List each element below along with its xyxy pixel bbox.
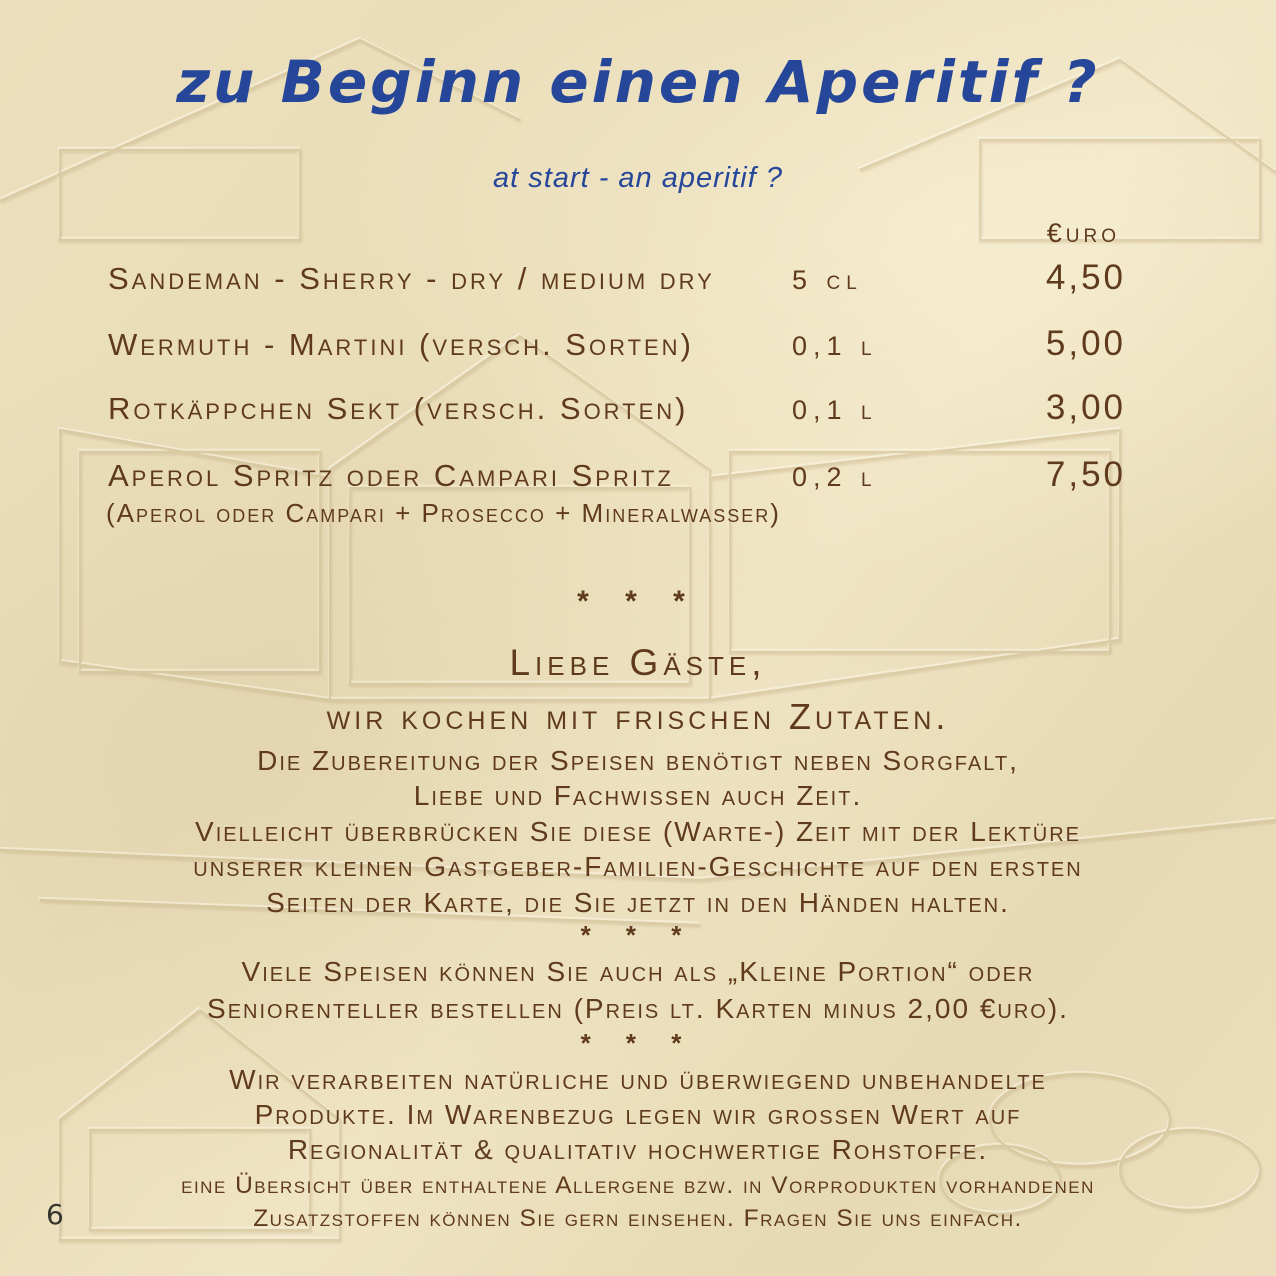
item-name: Wermuth - Martini (versch. Sorten) <box>108 327 694 362</box>
item-quantity: 0,1 l <box>792 395 878 425</box>
text-line: Seiten der Karte, die Sie jetzt in den Händen halten. <box>266 886 1010 918</box>
allergens-paragraph <box>0 1170 1276 1235</box>
page-number: 6 <box>46 1198 65 1231</box>
menu-item-row <box>108 388 1128 428</box>
text-line: Wir verarbeiten natürliche und überwiegend unbehandelte <box>229 1064 1047 1095</box>
text-line: Viele Speisen können Sie auch als „Kleine Portion“ oder <box>241 956 1035 987</box>
item-ingredients-note: (Aperol oder Campari + Prosecco + Mineralwasser) <box>106 498 781 528</box>
item-quantity: 0,2 l <box>792 462 878 492</box>
item-name: Aperol Spritz oder Campari Spritz <box>108 458 674 493</box>
text-line: unserer kleinen Gastgeber-Familien-Geschichte auf den ersten <box>193 851 1083 883</box>
menu-item-row <box>108 455 1128 495</box>
text-line: Produkte. Im Warenbezug legen wir grossen Wert auf <box>254 1099 1022 1130</box>
text-line: Regionalität & qualitativ hochwertige Rohstoffe. <box>287 1134 989 1165</box>
item-price: 4,50 <box>1045 258 1126 297</box>
guest-greeting: Liebe Gäste, <box>509 642 767 683</box>
item-name: Rotkäppchen Sekt (versch. Sorten) <box>108 391 689 426</box>
item-name: Sandeman - Sherry - dry / medium dry <box>108 261 715 296</box>
star-separator: * * * <box>577 585 699 618</box>
preparation-paragraph <box>0 743 1276 920</box>
item-price: 5,00 <box>1045 324 1126 363</box>
currency-header: €uro <box>1046 218 1120 248</box>
text-line: eine Übersicht über enthaltene Allergene bzw. in Vorprodukten vorhandenen <box>181 1172 1095 1199</box>
item-quantity: 0,1 l <box>792 331 878 361</box>
menu-header-row <box>108 218 1128 249</box>
star-separator: * * * <box>580 920 696 950</box>
text-line: Die Zubereitung der Speisen benötigt neben Sorgfalt, <box>257 745 1019 776</box>
text-line: Zusatzstoffen können Sie gern einsehen. Fragen Sie uns einfach. <box>253 1204 1023 1232</box>
item-quantity: 5 cl <box>792 265 863 295</box>
item-price: 7,50 <box>1045 455 1126 494</box>
small-portion-paragraph <box>0 953 1276 1027</box>
item-price: 3,00 <box>1045 388 1126 427</box>
page-title: zu Beginn einen Aperitif ? <box>176 48 1100 116</box>
kitchen-tagline: wir kochen mit frischen Zutaten. <box>326 696 950 737</box>
star-separator: * * * <box>580 1028 696 1058</box>
menu-item-row <box>108 258 1128 298</box>
text-line: Liebe und Fachwissen auch Zeit. <box>413 780 863 812</box>
ingredients-paragraph <box>0 1062 1276 1167</box>
text-line: Seniorenteller bestellen (Preis lt. Karten minus 2,00 €uro). <box>207 993 1069 1024</box>
text-line: Vielleicht überbrücken Sie diese (Warte-) Zeit mit der Lektüre <box>195 815 1081 847</box>
page-subtitle: at start - an aperitif ? <box>493 162 783 194</box>
menu-item-row <box>108 324 1128 364</box>
